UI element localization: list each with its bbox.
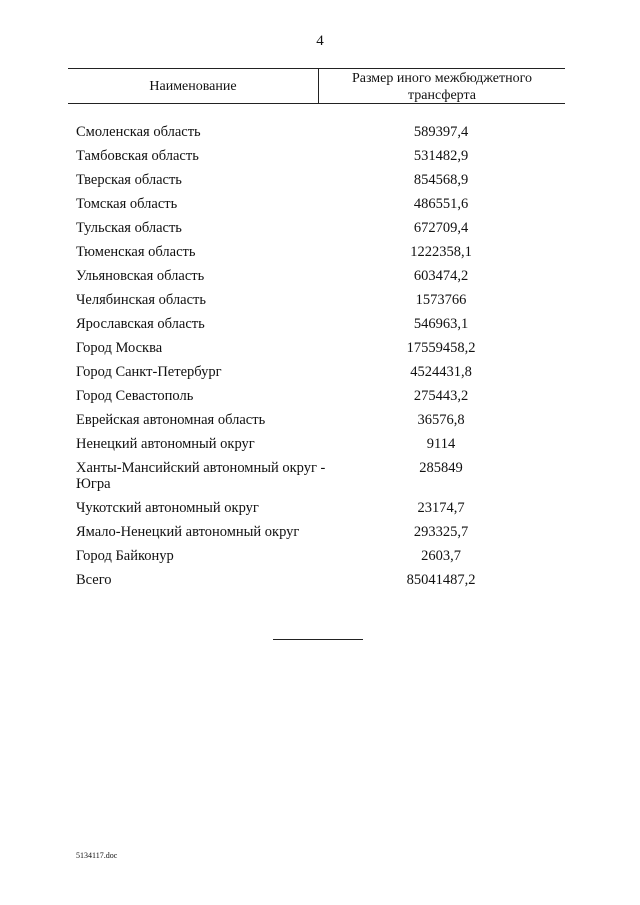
row-amount: 85041487,2 [406,572,476,588]
table-row [76,192,556,216]
table-row [76,144,556,168]
row-amount: 9114 [426,436,456,452]
table-row [76,240,556,264]
table-row [76,360,556,384]
row-amount: 546963,1 [413,316,469,332]
row-name: Смоленская область [76,124,201,140]
row-amount: 17559458,2 [406,340,476,356]
row-name: Томская область [76,196,178,212]
row-amount: 4524431,8 [410,364,472,380]
row-amount: 36576,8 [417,412,465,428]
row-name: Ямало-Ненецкий автономный округ [76,524,300,540]
row-amount: 486551,6 [413,196,469,212]
row-amount: 2603,7 [421,548,461,564]
row-amount: 285849 [419,460,463,476]
page-number: 4 [316,33,324,49]
row-name: Город Байконур [76,548,174,564]
row-amount: 672709,4 [413,220,469,236]
table-row [76,456,556,496]
row-name: Ненецкий автономный округ [76,436,255,452]
table-row [76,568,556,592]
row-amount: 531482,9 [413,148,469,164]
row-name: Всего [76,572,112,588]
table-header-divider [318,68,319,104]
column-header-amount-line1: Размер иного межбюджетного [351,71,533,86]
column-header-amount [322,70,562,104]
table-row [76,496,556,520]
row-name: Тюменская область [76,244,196,260]
row-name: Тамбовская область [76,148,199,164]
row-amount: 293325,7 [413,524,469,540]
row-amount: 1573766 [415,292,467,308]
row-name: Ханты-Мансийский автономный округ - Югра [76,460,326,492]
table-row [76,408,556,432]
table-row [76,168,556,192]
table-row [76,216,556,240]
row-amount: 603474,2 [413,268,469,284]
row-amount: 854568,9 [413,172,469,188]
column-header-name: Наименование [149,79,237,94]
row-name: Ульяновская область [76,268,205,284]
row-name: Город Севастополь [76,388,194,404]
table-row [76,384,556,408]
table-row [76,288,556,312]
table-row [76,264,556,288]
row-name: Тверская область [76,172,182,188]
row-amount: 23174,7 [417,500,465,516]
table-row [76,312,556,336]
row-name: Город Москва [76,340,163,356]
table-row [76,520,556,544]
table-row [76,336,556,360]
table-header-top-rule [68,68,565,69]
row-name: Еврейская автономная область [76,412,266,428]
row-name: Тульская область [76,220,182,236]
document-code: 5134117.doc [76,851,118,860]
row-amount: 275443,2 [413,388,469,404]
table-body [76,120,556,592]
row-name: Ярославская область [76,316,205,332]
row-name: Чукотский автономный округ [76,500,259,516]
row-amount: 589397,4 [413,124,469,140]
table-row [76,120,556,144]
row-amount: 1222358,1 [410,244,472,260]
table-row [76,544,556,568]
column-header-amount-line2: трансферта [408,88,476,103]
row-name: Город Санкт-Петербург [76,364,222,380]
row-name: Челябинская область [76,292,206,308]
table-row [76,432,556,456]
end-of-table-rule [273,639,363,640]
